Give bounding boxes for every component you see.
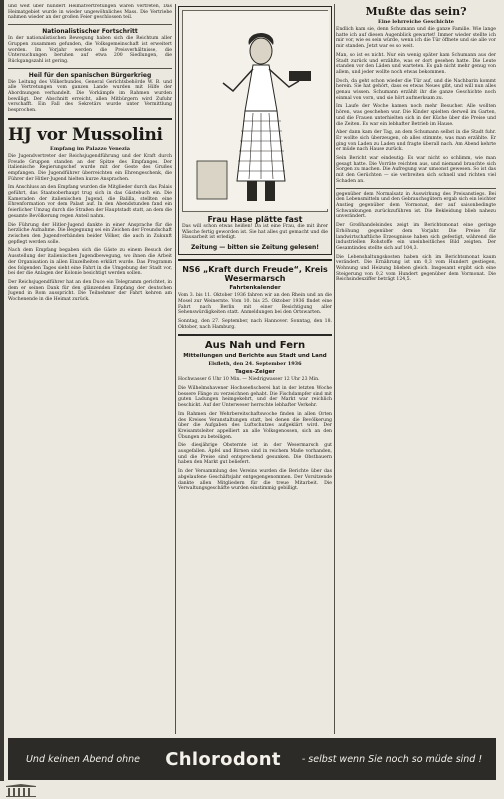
banner-left-text: Und keinen Abend ohne [25, 753, 141, 765]
column-rule [175, 4, 176, 734]
column-rule [334, 4, 335, 734]
banner-right-text: - selbst wenn Sie noch so müde sind ! [301, 753, 483, 765]
article-mussolini-2: Im Anschluss an den Empfang wurden die Mitglieder durch das Palais geführt, das Staatsoberhaupt trug sich in das Gästebuch ein. Die Kameraden der italienischen Jugend, die Balilla, stellten eine Ehrenformation vor dem Palast auf. In den Abendstunden fand ein feierlicher Umzug durch die Straßen der Hauptstadt statt, an dem die gesamte Bevölkerung regen Anteil nahm. [8, 185, 172, 219]
section-aus-nah-und-fern: Aus Nah und Fern [204, 340, 306, 352]
headline-mussolini: HJ vor Mussolini [8, 124, 163, 145]
tides-text: Hochwasser 6 Uhr 10 Min. — Niedrigwasser 12 Uhr 23 Min. [178, 377, 320, 383]
banner-brand-name: Chlorodont [165, 748, 281, 770]
advertisement-illustration [182, 10, 328, 212]
column-middle [178, 4, 332, 736]
advertisement-box [178, 6, 332, 255]
column-right [336, 4, 496, 736]
heading-fortschritt: Nationalistischer Fortschritt [42, 28, 138, 36]
story-subtitle: Eine lehrreiche Geschichte [378, 19, 454, 25]
article-buergerkrieg: Die Leitung des Völkerbundes, General Gerichtsbehörde W. B. und alle Vertretungen vom ganzen Lande wurden mit Hilfe der Abordnungen verhandelt. Die Vorkämpfe im Rahmen wurden bewilligt. Der Abschnitt erreicht, allen Mitbürgern wird Zufuhr verschafft. Ein Fall des Sekretärs wurde unter Vermittlung besprochen. [8, 79, 172, 114]
divider-thick [8, 118, 172, 120]
kdf-text: Vom 3. bis 11. Oktober 1936 fahren wir an den Rhein und an die Mosel zur Weinernte. Vom 10. bis 25. Oktober 1936 findet eine Fahrt nach Berlin mit einer Besichtigung aller Sehenswürdigkeiten statt. Anmeldungen bei den Ortswarten. [178, 293, 332, 316]
tages-zeiger-heading: Tages-Zeiger [235, 369, 275, 376]
kdf-dates: Sonntag, den 27. September, nach Hannover. Sonntag, den 18. Oktober, nach Hamburg. [178, 318, 332, 330]
article-mussolini-4: Nach dem Empfang begaben sich die Gäste zu einem Besuch der Ausstellung der italienischen Jugendbewegung, wo ihnen die Arbeit der Organisation in allen Einzelheiten erklärt wurde. Das Programm des folgenden Tages sieht eine Fahrt in die Umgebung der Stadt vor, bei der die Anlagen der Kolonie besichtigt werden sollen. [8, 248, 172, 277]
divider [336, 188, 496, 189]
dateline: Elsfleth, den 24. September 1936 [208, 361, 302, 368]
economic-paragraph: gegenüber dem Normalsatz in Auswirkung des Preisanstiegs. Bei den Lebensmitteln und den Gebrauchsgütern ergab sich ein leichter Anstieg gegenüber dem Vormonat, der auf saisonbedingte Schwankungen zurückzuführen ist. Die Bekleidung blieb nahezu unverändert. [336, 191, 496, 220]
advertisement-caption: Frau Hase plätte fast [207, 215, 303, 224]
divider [8, 68, 172, 69]
advertisement-tagline: Zeitung — bitten sie Zeitung gelesen! [190, 244, 320, 252]
local-news-3: Die diesjährige Obsternte ist in der Wesermarsch gut ausgefallen. Äpfel und Birnen sind in reichem Maße vorhanden, und die Preise sind entsprechend gesunken. Die Obstbauern haben den Markt gut beliefert. [178, 443, 332, 466]
story-paragraph: Doch, da geht schon wieder die Tür auf, und die Nachbarin kommt herein. Sie hat gehört, dass es etwas Neues gibt, und will nun alles genau wissen. Schumann erzählt ihr die ganze Geschichte noch einmal von vorn, und sie hört aufmerksam zu. [336, 78, 496, 101]
library-logo [6, 784, 36, 797]
local-news-4: In der Versammlung des Vereins wurden die Berichte über das abgelaufene Geschäftsjahr entgegengenommen. Der Vorsitzende dankte allen Mitgliedern für die treue Mitarbeit. Die Verwaltungsgeschäfte wurden einstimmig gebilligt. [178, 469, 332, 492]
binding-edge [0, 0, 4, 799]
article-fortschritt: In der nationalistischen Bewegung haben sich die Reichtum aller Gruppen zusammen gefunden, die Volksgemeinschaft ist erweitert worden. Im Vorjahr werden die Preisverhältnisse, die Untersuchungen beruhen auf etwa 200 Siedlungen, die Rückgangszahl ist gering. [8, 36, 172, 64]
section-subtitle: Mitteilungen und Berichte aus Stadt und Land [183, 353, 327, 360]
story-title: Mußte das sein? [365, 5, 467, 18]
column-left [8, 4, 172, 736]
divider-thick [178, 259, 332, 261]
heading-buergerkrieg: Heil für den spanischen Bürgerkrieg [28, 71, 152, 79]
page-footer [0, 781, 504, 799]
local-news-1: Die Wilhelmshavener Hochseefischerei hat in der letzten Woche bessere Fänge zu verzeichnen gehabt. Die Fischdampfer sind mit guten Ladungen heimgekehrt, und der Markt war reichlich beschickt. Auf der Unterweser herrschte lebhafter Verkehr. [178, 386, 332, 409]
story-paragraph: Man, so ist es nicht. Nur ein wenig später kam Schumann aus der Stadt zurück und erzählte, was er dort gesehen hatte. Die Leute standen vor den Läden und warteten. Es gab nicht mehr genug von allem, und jeder wollte noch etwas bekommen. [336, 52, 496, 75]
economic-paragraph: Der Großhandelsindex zeigt im Berichtsmonat eine geringe Erhöhung gegenüber dem Vorjahr. Die Preise für landwirtschaftliche Erzeugnisse haben sich gefestigt, während die industriellen Rohstoffe ein uneinheitliches Bild zeigten. Der Gesamtindex stellte sich auf 104,3. [336, 223, 496, 251]
article-mussolini-3: Die Führung der Hitler-Jugend dankte in einer Ansprache für die herzliche Aufnahme. Die Begegnung sei ein Zeichen der Freundschaft zwischen den Jugendverbänden beider Völker, die auch in Zukunft gepflegt werden solle. [8, 222, 172, 245]
intro-text: und weit über hundert Heimatvertretungen waren vertreten, Das Heimatgebiet wurde in wieder ungewöhnliches Mass. Die Vertriebe nahmen wieder an der großen Feier geschlossen teil. [8, 4, 172, 21]
subheadline-mussolini: Empfang im Palazzo Venezia [50, 145, 130, 152]
story-paragraph: Im Laufe der Woche kamen noch mehr Besucher. Alle wollten hören, was geschehen war. Die Kinder spielten derweil im Garten, und die Frauen unterhielten sich in der Küche über die Preise und die Zeiten. Es war ein lebhafter Betrieb im Hause. [336, 104, 496, 127]
kdf-heading: NS6 „Kraft durch Freude“, Kreis Wesermarsch [182, 265, 328, 284]
story-paragraph: Endlich kam sie, denn Schumann und die ganze Familie. Wie lange hatte ich auf diesen Augenblick gewartet! Immer wieder stellte ich mir vor, wie es sein würde, wenn ich die Tür öffnete und sie alle vor mir standen. Jetzt war es so weit. [336, 27, 496, 50]
economic-paragraph: Die Lebenshaltungskosten haben sich im Berichtsmonat kaum verändert. Die Ernährung ist um 0,3 vom Hundert gestiegen, Wohnung und Heizung blieben gleich. Insgesamt ergibt sich eine Steigerung von 0,2 vom Hundert gegenüber dem Vormonat. Die Reichsindexziffer beträgt 124,5. [336, 254, 496, 283]
local-news-2: Im Rahmen der Wehrbereitschaftswoche finden in allen Orten des Kreises Veranstaltungen statt, bei denen die Bevölkerung über die Aufgaben des Luftschutzes aufgeklärt wird. Der Kreisamtsleiter appelliert an alle Volksgenossen, sich an den Übungen zu beteiligen. [178, 411, 332, 440]
story-paragraph: Sein Bericht war eindeutig: Es war nicht so schlimm, wie man gesagt hatte. Die Vorräte reichten aus, und niemand brauchte sich Sorgen zu machen. Die Aufregung war umsonst gewesen. So ist das mit den Gerüchten — sie verbreiten sich schnell und richten viel Schaden an. [336, 156, 496, 184]
article-mussolini-1: Die Jugendvertreter der Reichsjugendführung und der Kraft durch Freude Gruppen standen an der Spitze des Empfanges. Der italienische Regierungschef wurde mit der Geste des Grußes empfangen. Die Jugendführer überreichten ein Ehrengeschenk, die Führer der Hitler-Jugend hielten kurze Ansprachen. [8, 153, 172, 182]
divider-thick [178, 334, 332, 336]
article-mussolini-5: Der Reichsjugendführer hat an den Duce ein Telegramm gerichtet, in dem er seinen Dank für den glänzenden Empfang der deutschen Jugend in Rom ausspricht. Die Teilnehmer der Fahrt kehren am Wochenende in die Heimat zurück. [8, 279, 172, 303]
story-paragraph: Aber dann kam der Tag, an dem Schumann selbst in die Stadt fuhr. Er wollte sich überzeugen, ob alles stimmte, was man erzählte. Er ging von Laden zu Laden und fragte überall nach. Am Abend kehrte er müde nach Hause zurück. [336, 130, 496, 153]
advertisement-text: Das will schon etwas heißen! Da ist eine Frau, die mit ihrer Wäsche fertig geworden ist. Sie hat alles gut gemacht und die Hausarbeit ist erledigt. [182, 224, 328, 241]
kdf-subheading: Fahrtenkalender [229, 285, 281, 292]
divider [8, 24, 172, 25]
woman-ironing-illustration [183, 11, 329, 209]
chlorodont-banner-ad [8, 738, 496, 780]
